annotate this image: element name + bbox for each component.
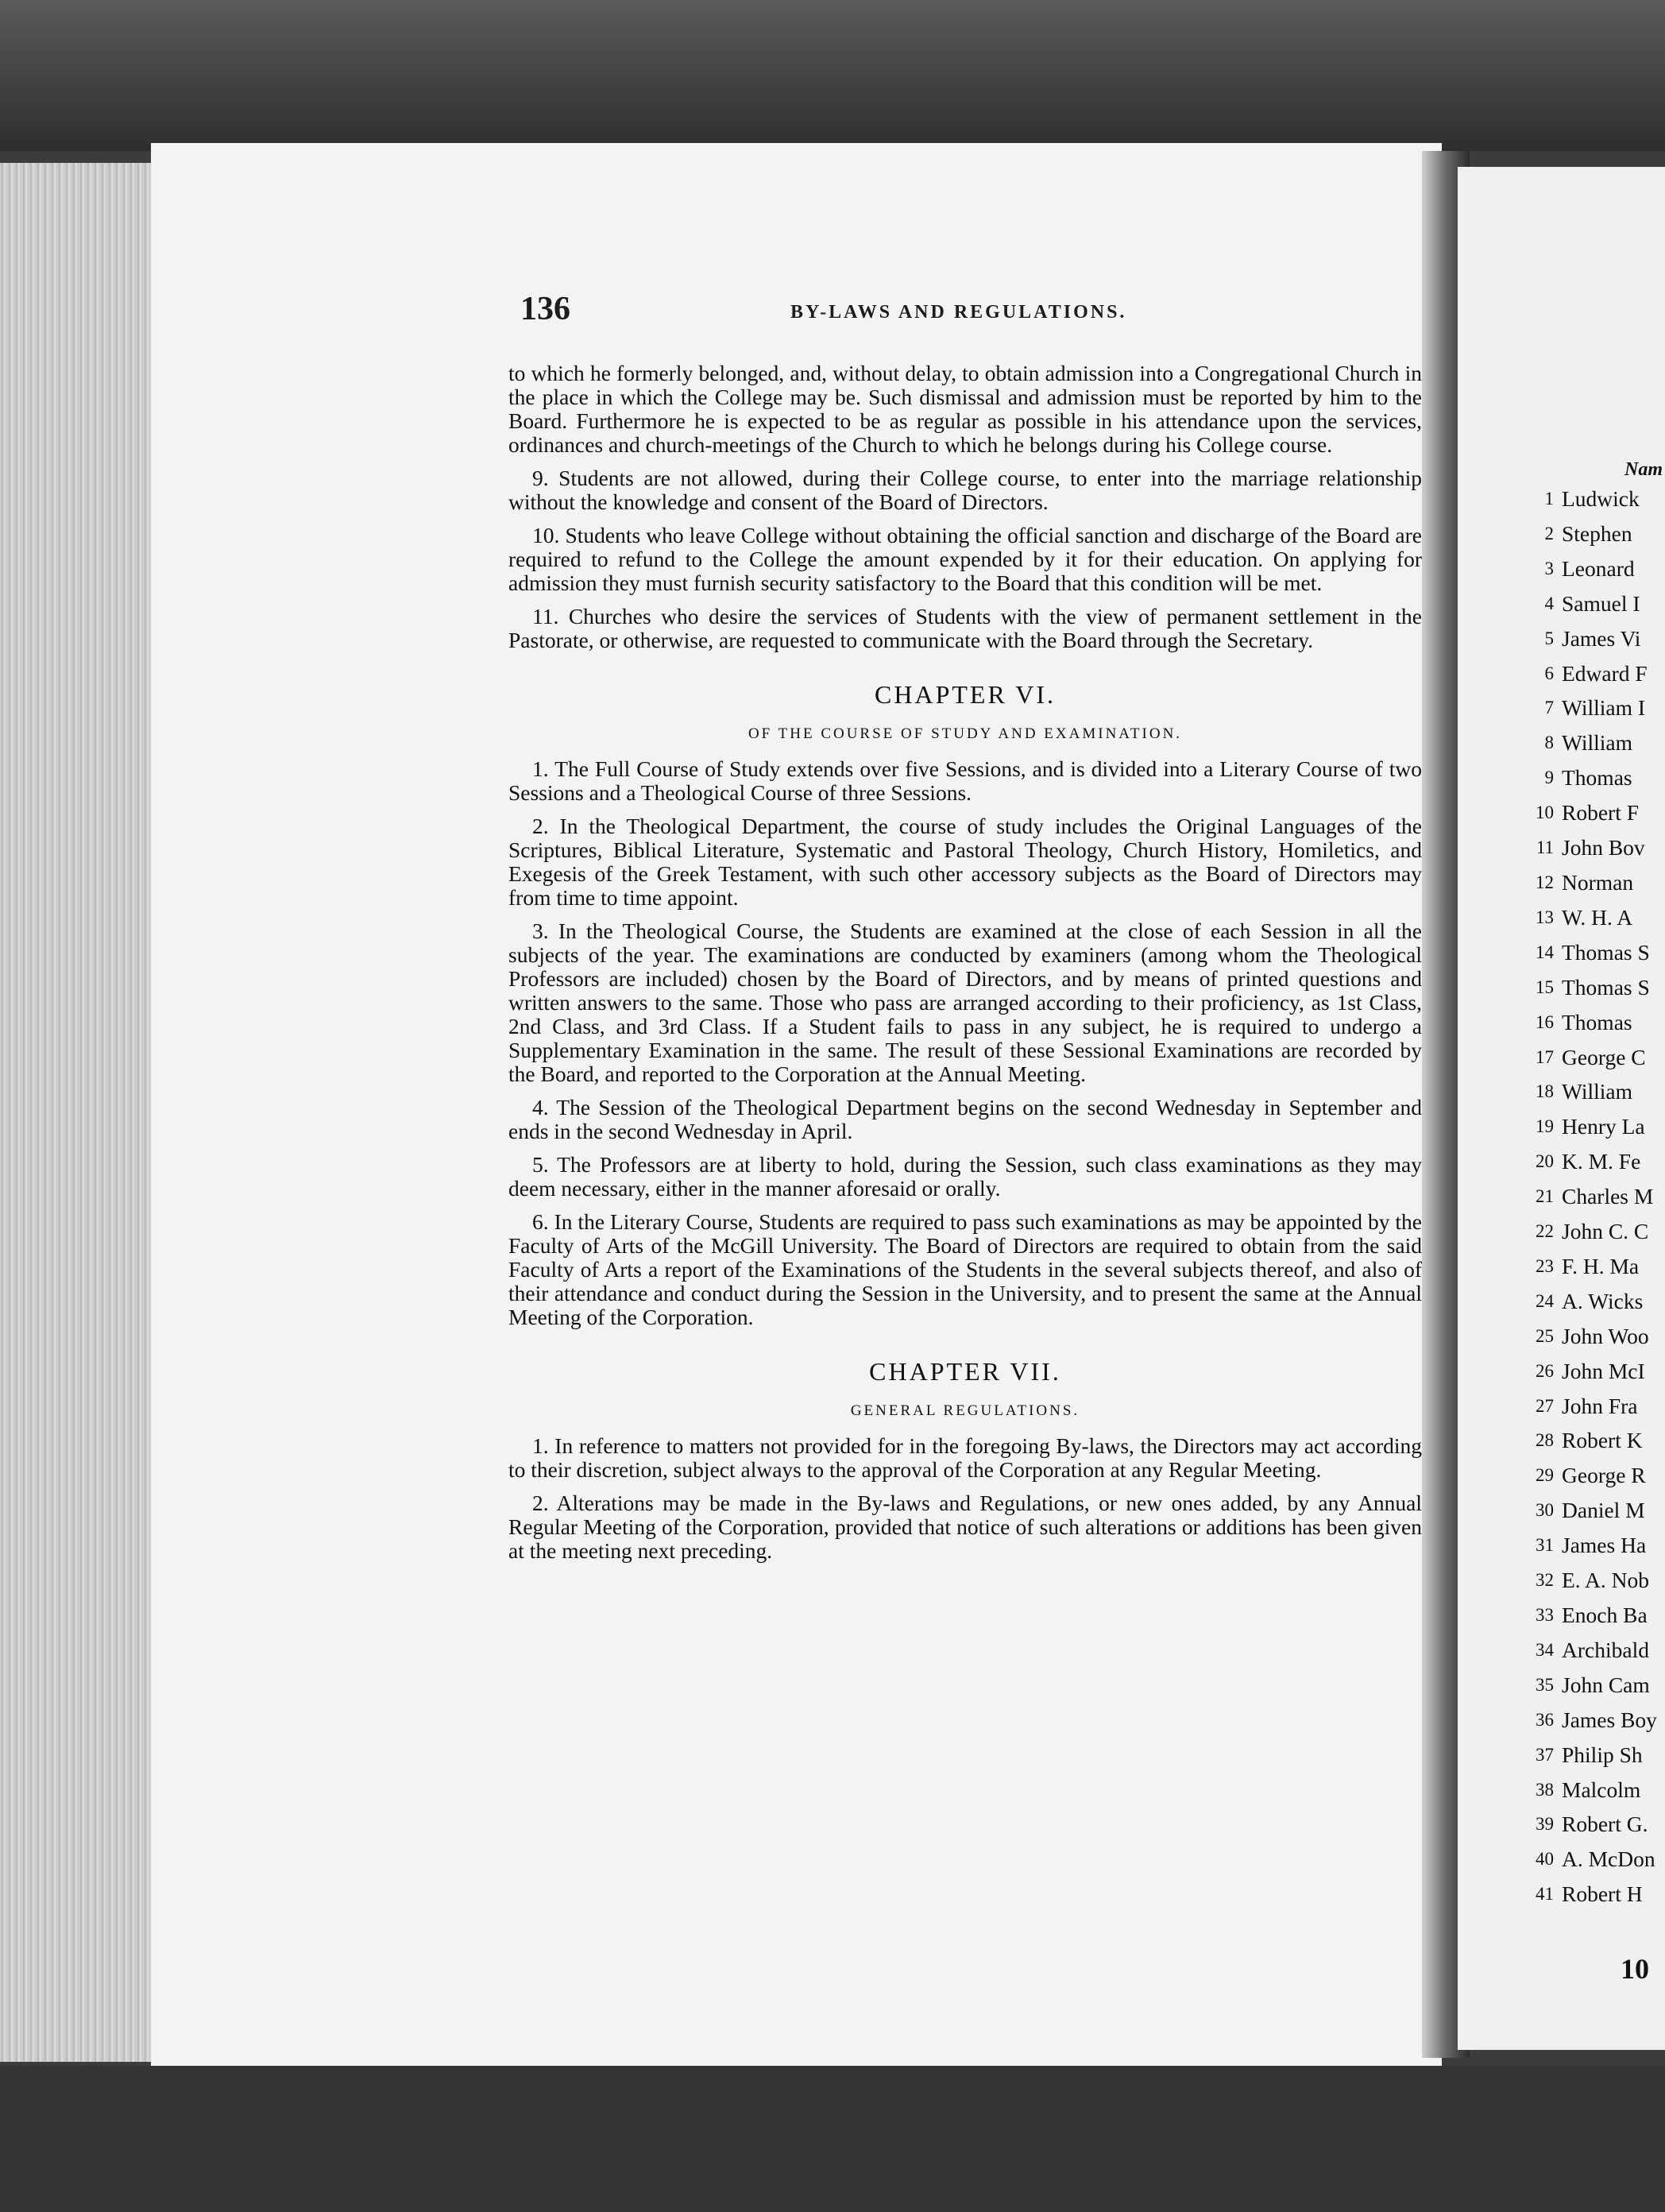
paragraph: 11. Churches who desire the services of Students with the view of permanent settlement in the Pastorate, or otherwise, are requested to communicate with the Board through the Secretary.	[508, 604, 1422, 652]
name-row	[1525, 1354, 1665, 1389]
name-row	[1525, 690, 1665, 725]
row-name: Robert G.	[1562, 1812, 1648, 1837]
name-row	[1525, 1319, 1665, 1354]
name-row	[1525, 1179, 1665, 1214]
name-row	[1525, 1389, 1665, 1424]
row-name: John Cam	[1562, 1672, 1650, 1697]
name-row	[1525, 1668, 1665, 1703]
row-number: 5	[1544, 628, 1554, 648]
paragraph: 5. The Professors are at liberty to hold, during the Session, such class examinations as they may deem necessary, either in the manner aforesaid or orally.	[508, 1152, 1422, 1201]
row-name: Daniel M	[1562, 1498, 1645, 1523]
row-number: 17	[1536, 1046, 1554, 1067]
paragraph: 3. In the Theological Course, the Students are examined at the close of each Session in all the subjects of the year. The examinations are conducted by examiners (among whom the Theological Professors are included) chosen by the Board of Directors, and by means of printed questions and written answers to the same. Those who pass are arranged according to their proficiency, as 1st Class, 2nd Class, and 3rd Class. If a Student fails to pass in any subject, he is required to undergo a Supplementary Examination in the same. The result of these Sessional Examinations are recorded by the Board, and reported to the Corporation at the Annual Meeting.	[508, 918, 1422, 1086]
row-number: 4	[1544, 593, 1554, 613]
name-row	[1525, 725, 1665, 760]
row-number: 36	[1536, 1709, 1554, 1730]
row-number: 12	[1536, 872, 1554, 892]
name-row	[1525, 1458, 1665, 1493]
row-name: A. McDon	[1562, 1847, 1655, 1872]
name-row	[1525, 1040, 1665, 1075]
background-top	[0, 0, 1665, 151]
row-name: John Bov	[1562, 835, 1645, 860]
chapter-6-title: CHAPTER VI.	[875, 680, 1056, 709]
name-row	[1525, 1633, 1665, 1668]
row-number: 40	[1536, 1849, 1554, 1870]
name-row	[1525, 551, 1665, 586]
row-name: Malcolm	[1562, 1777, 1641, 1802]
name-row	[1525, 1284, 1665, 1319]
name-row	[1525, 1249, 1665, 1284]
row-number: 10	[1536, 802, 1554, 823]
row-name: William	[1562, 1079, 1633, 1104]
paragraph: 2. In the Theological Department, the course of study includes the Original Languages of the Scriptures, Biblical Literature, Systematic and Pastoral Theology, Church History, Homiletics, and Exegesis of the Greek Testament, with such other accessory subjects as the Board of Directors may from time to time appoint.	[508, 814, 1422, 910]
row-number: 6	[1544, 663, 1554, 683]
row-name: James Ha	[1562, 1533, 1647, 1558]
name-row	[1525, 1214, 1665, 1249]
row-name: William I	[1562, 695, 1646, 721]
row-name: K. M. Fe	[1562, 1149, 1641, 1174]
row-number: 22	[1536, 1221, 1554, 1242]
name-row	[1525, 970, 1665, 1005]
name-row	[1525, 1005, 1665, 1040]
row-number: 21	[1536, 1186, 1554, 1207]
row-number: 24	[1536, 1290, 1554, 1311]
row-name: John Fra	[1562, 1393, 1638, 1418]
name-row	[1525, 865, 1665, 900]
chapter-6-subtitle: OF THE COURSE OF STUDY AND EXAMINATION.	[748, 725, 1183, 742]
name-row	[1525, 1773, 1665, 1808]
name-row	[1525, 1842, 1665, 1877]
page-number: 136	[520, 291, 570, 327]
row-number: 34	[1536, 1639, 1554, 1660]
row-number: 23	[1536, 1255, 1554, 1276]
row-name: Ludwick	[1562, 486, 1640, 511]
row-name: Thomas	[1562, 1009, 1632, 1034]
name-row	[1525, 935, 1665, 970]
row-name: Robert F	[1562, 800, 1640, 826]
row-name: F. H. Ma	[1562, 1253, 1640, 1278]
row-number: 7	[1544, 698, 1554, 718]
row-number: 18	[1536, 1081, 1554, 1102]
row-number: 3	[1544, 558, 1554, 578]
row-number: 20	[1536, 1151, 1554, 1172]
row-number: 19	[1536, 1116, 1554, 1137]
name-row	[1525, 1144, 1665, 1179]
name-row	[1525, 1109, 1665, 1144]
name-row	[1525, 830, 1665, 865]
row-number: 9	[1544, 768, 1554, 788]
paragraph: 4. The Session of the Theological Department begins on the second Wednesday in September and ends in the second Wednesday in April.	[508, 1095, 1422, 1143]
name-row	[1525, 1528, 1665, 1563]
row-name: James Vi	[1562, 625, 1641, 651]
paragraph: 1. The Full Course of Study extends over five Sessions, and is divided into a Literary Course of two Sessions and a Theological Course of three Sessions.	[508, 756, 1422, 805]
row-name: A. Wicks	[1562, 1288, 1644, 1313]
row-name: John Woo	[1562, 1323, 1649, 1348]
name-row	[1525, 1493, 1665, 1528]
row-number: 27	[1536, 1395, 1554, 1416]
paragraph: 6. In the Literary Course, Students are required to pass such examinations as may be appointed by the Faculty of Arts of the McGill University. The Board of Directors are required to obtain from the said Faculty of Arts a report of the Examinations of the Students in the several subjects thereof, and also of their attendance and conduct during the Session in the University, and to present the same at the Annual Meeting of the Corporation.	[508, 1209, 1422, 1329]
row-number: 32	[1536, 1570, 1554, 1591]
book-page-edges	[0, 163, 159, 2062]
row-number: 30	[1536, 1500, 1554, 1521]
row-number: 25	[1536, 1325, 1554, 1346]
paragraph: to which he formerly belonged, and, without delay, to obtain admission into a Congregational Church in the place in which the College may be. Such dismissal and admission must be reported by him to the Board. Furthermore he is expected to be as regular as possible in his attendance upon the services, ordinances and church-meetings of the Church to which he belongs during his College course.	[508, 361, 1422, 457]
chapter-7-title: CHAPTER VII.	[869, 1357, 1061, 1386]
row-name: Philip Sh	[1562, 1742, 1643, 1767]
row-number: 16	[1536, 1011, 1554, 1032]
names-list	[1525, 481, 1665, 1912]
paragraph: 1. In reference to matters not provided for in the foregoing By-laws, the Directors may act according to their discretion, subject always to the approval of the Corporation at any Regular Meeting.	[508, 1433, 1422, 1482]
row-number: 41	[1536, 1884, 1554, 1905]
name-column-heading: Nam	[1624, 459, 1663, 480]
row-name: Robert K	[1562, 1428, 1643, 1453]
name-row	[1525, 1563, 1665, 1598]
name-row	[1525, 621, 1665, 656]
name-row	[1525, 656, 1665, 691]
row-number: 28	[1536, 1430, 1554, 1451]
row-number: 8	[1544, 733, 1554, 753]
name-row	[1525, 481, 1665, 516]
row-name: William	[1562, 730, 1633, 756]
row-name: Robert H	[1562, 1881, 1643, 1907]
row-number: 15	[1536, 976, 1554, 997]
row-number: 2	[1544, 523, 1554, 543]
row-name: Henry La	[1562, 1114, 1645, 1139]
row-number: 11	[1536, 837, 1554, 858]
name-row	[1525, 1598, 1665, 1633]
row-number: 29	[1536, 1465, 1554, 1486]
name-row	[1525, 516, 1665, 551]
row-name: George R	[1562, 1463, 1646, 1488]
row-number: 26	[1536, 1360, 1554, 1381]
paragraph: 9. Students are not allowed, during their College course, to enter into the marriage relationship without the knowledge and consent of the Board of Directors.	[508, 466, 1422, 514]
background-bottom	[0, 2066, 1665, 2212]
name-row	[1525, 1807, 1665, 1842]
name-row	[1525, 1738, 1665, 1773]
name-row	[1525, 795, 1665, 830]
row-name: Thomas S	[1562, 974, 1650, 1000]
row-name: James Boy	[1562, 1707, 1657, 1732]
row-name: Charles M	[1562, 1184, 1654, 1209]
row-name: Norman	[1562, 869, 1634, 895]
row-name: Thomas S	[1562, 939, 1650, 965]
row-name: Samuel I	[1562, 590, 1640, 616]
running-head: BY-LAWS AND REGULATIONS.	[790, 302, 1127, 323]
row-number: 13	[1536, 907, 1554, 927]
name-row	[1525, 1877, 1665, 1912]
row-name: E. A. Nob	[1562, 1568, 1649, 1593]
paragraph: 10. Students who leave College without obtaining the official sanction and discharge of the Board are required to refund to the College the amount expended by it for their education. On applying for admission they must furnish security satisfactory to the Board that this condition will be met.	[508, 523, 1422, 595]
signature-mark: 10	[1621, 1953, 1649, 1985]
row-name: Leonard	[1562, 555, 1635, 581]
name-row	[1525, 1074, 1665, 1109]
chapter-7-subtitle: GENERAL REGULATIONS.	[850, 1402, 1080, 1419]
paragraph: 2. Alterations may be made in the By-laws and Regulations, or new ones added, by any Annual Regular Meeting of the Corporation, provided that notice of such alterations or additions has been given at the meeting next preceding.	[508, 1491, 1422, 1563]
name-row	[1525, 1423, 1665, 1458]
row-number: 38	[1536, 1779, 1554, 1800]
row-number: 14	[1536, 942, 1554, 962]
name-row	[1525, 900, 1665, 935]
row-name: George C	[1562, 1044, 1646, 1069]
name-row	[1525, 1703, 1665, 1738]
row-name: Edward F	[1562, 660, 1648, 686]
row-number: 31	[1536, 1535, 1554, 1556]
row-number: 35	[1536, 1674, 1554, 1695]
row-name: Archibald	[1562, 1637, 1649, 1662]
row-name: John McI	[1562, 1358, 1645, 1383]
row-name: Enoch Ba	[1562, 1603, 1648, 1627]
name-row	[1525, 760, 1665, 795]
row-name: John C. C	[1562, 1219, 1649, 1244]
left-page-body	[508, 362, 1422, 1572]
row-number: 37	[1536, 1744, 1554, 1765]
row-number: 39	[1536, 1814, 1554, 1835]
name-row	[1525, 586, 1665, 621]
row-name: Thomas	[1562, 765, 1632, 791]
row-name: Stephen	[1562, 520, 1632, 546]
row-name: W. H. A	[1562, 904, 1633, 930]
row-number: 1	[1544, 489, 1554, 509]
row-number: 33	[1536, 1605, 1554, 1625]
